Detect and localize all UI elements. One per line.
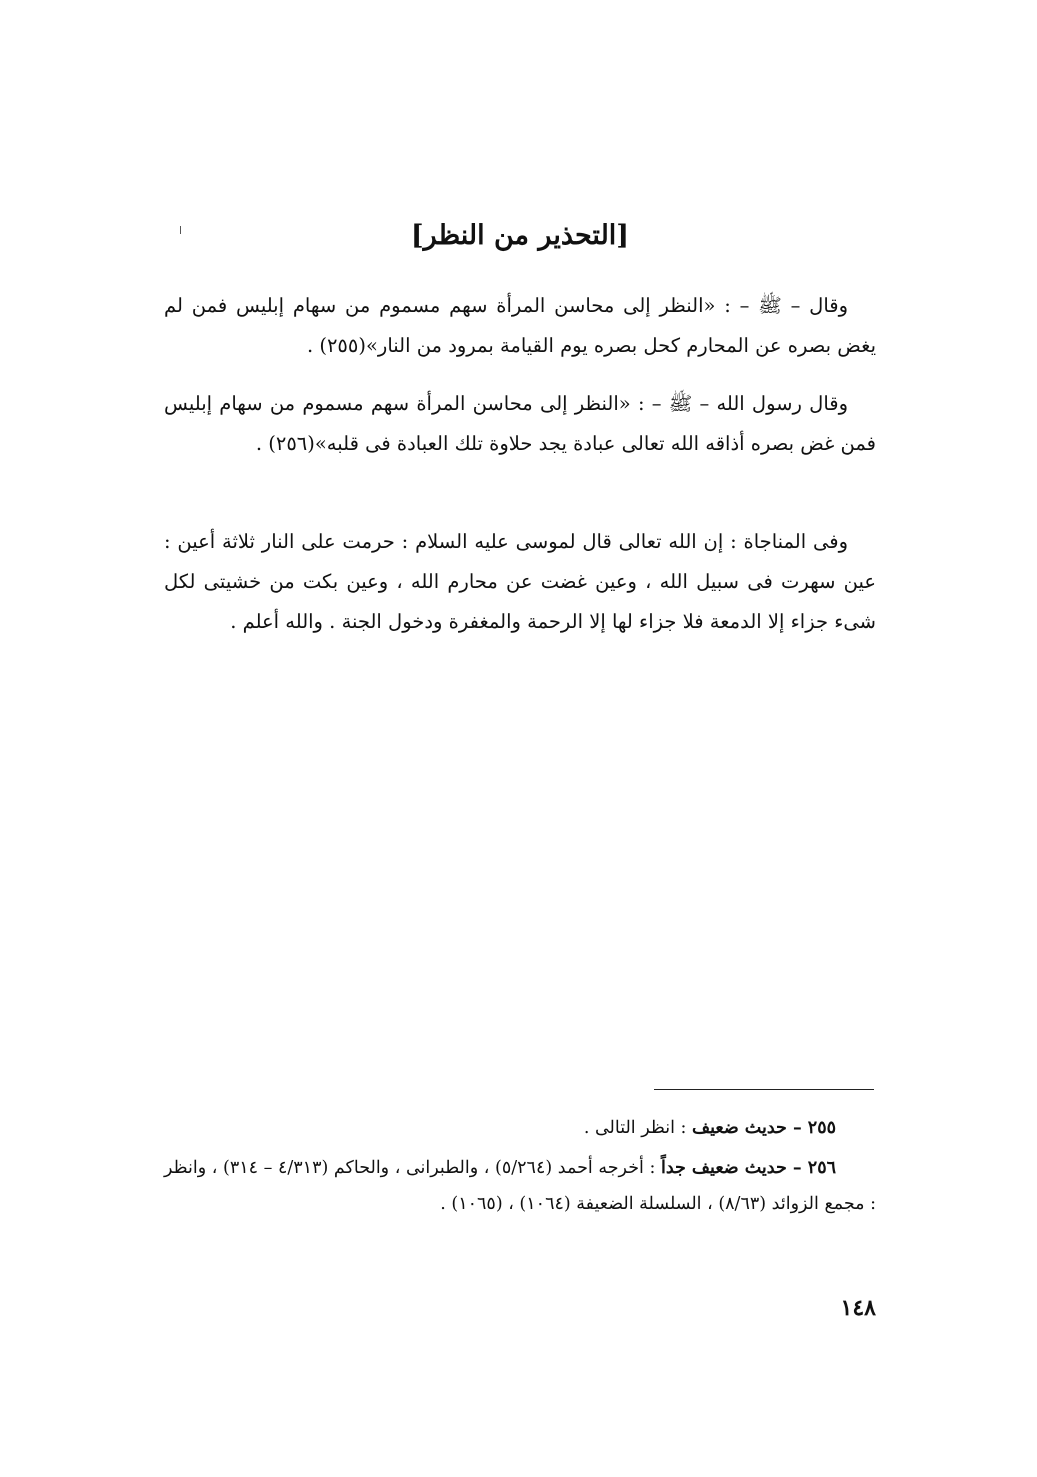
body-paragraph-3 <box>164 522 876 642</box>
paragraph-text: وقال رسول الله – ﷺ – : «النظر إلى محاسن المرأة سهم مسموم من سهام إبليس فمن غض بصره أذاقه الله تعالى عبادة يجد حلاوة تلك العبادة فى قلبه»(٢٥٦) . <box>164 392 876 455</box>
body-paragraph-2 <box>164 384 876 464</box>
body-paragraph-1 <box>164 286 876 366</box>
footnote-text: : أخرجه أحمد (٥/٢٦٤) ، والطبرانى ، والحاكم (٤/٣١٣ – ٣١٤) ، وانظر : مجمع الزوائد (٨/٦٣) ، السلسلة الضعيفة (١٠٦٤) ، (١٠٦٥) . <box>164 1158 876 1214</box>
footnote-255 <box>164 1110 876 1146</box>
footnote-heading: ٢٥٦ – حديث ضعيف جداً <box>660 1158 836 1178</box>
footnote-256 <box>164 1150 876 1222</box>
paragraph-text: وقال – ﷺ – : «النظر إلى محاسن المرأة سهم مسموم من سهام إبليس فمن لم يغض بصره عن المحارم كحل بصره يوم القيامة بمرود من النار»(٢٥٥) . <box>164 294 876 357</box>
footnote-text: : انظر التالى . <box>583 1118 692 1138</box>
footnote-divider <box>654 1089 874 1090</box>
paragraph-text: وفى المناجاة : إن الله تعالى قال لموسى عليه السلام : حرمت على النار ثلاثة أعين : عين سهرت فى سبيل الله ، وعين غضت عن محارم الله ، وعين بكت من خشيتى لكل شىء جزاء إلا الدمعة فلا جزاء لها إلا الرحمة والمغفرة ودخول الجنة . والله أعلم . <box>164 530 876 633</box>
page-number: ١٤٨ <box>840 1295 876 1321</box>
footnote-heading: ٢٥٥ – حديث ضعيف <box>692 1118 836 1138</box>
section-title: [التحذير من النظر] <box>410 220 630 251</box>
footnotes <box>164 1110 876 1226</box>
